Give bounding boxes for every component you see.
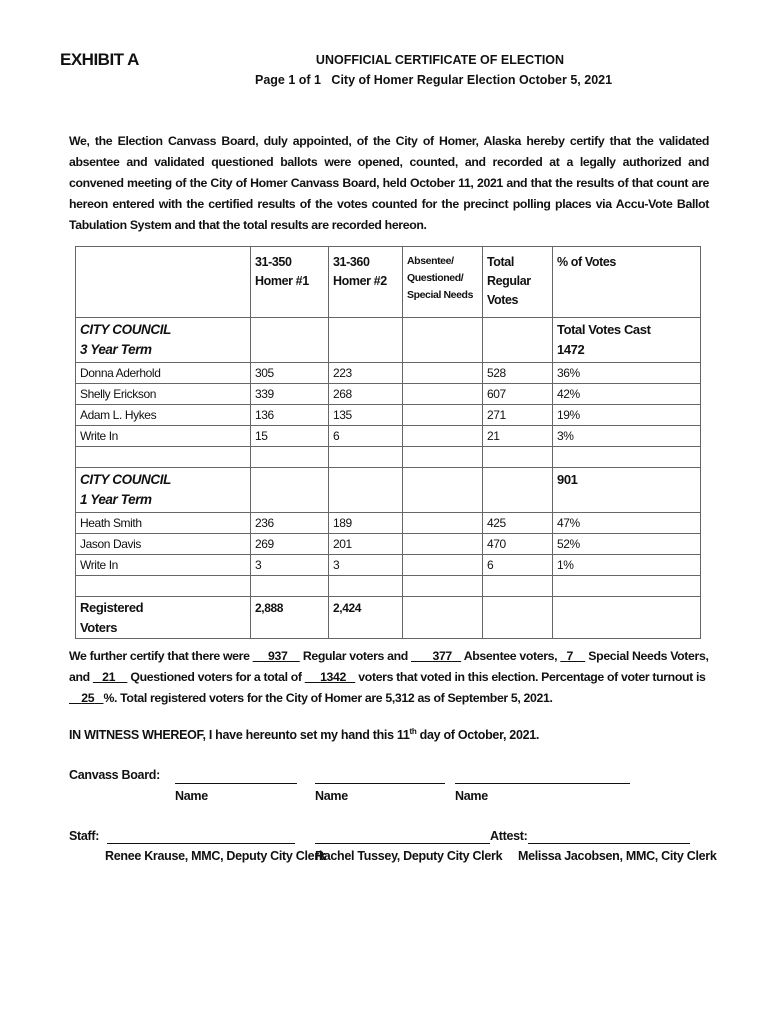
cell-name: Shelly Erickson [76,384,251,405]
cell-total: 470 [483,534,553,555]
cell-pct: 42% [553,384,701,405]
precinct1-header: 31-350 Homer #1 [251,247,329,318]
race1-term: 3 Year Term [80,342,152,357]
cell-p1: 236 [251,513,329,534]
cell-p1: 3 [251,555,329,576]
cell-total: 21 [483,426,553,447]
cell-pct: 36% [553,363,701,384]
witness-statement: IN WITNESS WHEREOF, I have hereunto set my hand this 11th day of October, 2021. [69,727,540,743]
table-header-row [76,247,701,318]
cell-name: Jason Davis [76,534,251,555]
canvass-board-label: Canvass Board: [69,768,160,782]
staff-name-3: Melissa Jacobsen, MMC, City Clerk [518,849,717,863]
race1-title-row [76,318,701,363]
cell-p1: 269 [251,534,329,555]
cell-p1: 136 [251,405,329,426]
cell-pct: 47% [553,513,701,534]
staff-label: Staff: [69,829,100,843]
absentee-header: Absentee/ Questioned/ Special Needs [403,247,483,318]
cell-total: 607 [483,384,553,405]
certification-paragraph: We further certify that there were 937 Regular voters and 377 Absentee voters, 7 Special Needs Voters, and 21 Questioned voters for a total of 1342 voters that voted in this election. Percentage of voter turnout is 25 %. Total registered voters for the City of Homer are 5,312 as of September 5, 2021. [69,649,709,705]
results-table [75,246,701,639]
cell-p2: 6 [329,426,403,447]
cell-p2: 201 [329,534,403,555]
cell-p1: 339 [251,384,329,405]
cell-abs [403,363,483,384]
cell-total: 6 [483,555,553,576]
cell-total: 425 [483,513,553,534]
table-row [76,384,701,405]
cell-abs [403,513,483,534]
cell-name: Write In [76,426,251,447]
registered-p1: 2,888 [251,597,329,639]
registered-p2: 2,424 [329,597,403,639]
turnout-value: 25 [81,691,95,705]
registered-voters-row [76,597,701,639]
name-label-3: Name [455,789,488,803]
cell-p1: 305 [251,363,329,384]
table-row [76,534,701,555]
cell-total: 528 [483,363,553,384]
cell-abs [403,426,483,447]
absentee-voters-value: 377 [432,649,452,663]
staff-name-2: Rachel Tussey, Deputy City Clerk [315,849,503,863]
table-row [76,405,701,426]
spacer-row [76,576,701,597]
race2-total-value: 901 [557,472,578,487]
signature-line-1 [175,783,297,784]
race2-title-row [76,468,701,513]
cell-name: Donna Aderhold [76,363,251,384]
cell-name: Adam L. Hykes [76,405,251,426]
cell-total: 271 [483,405,553,426]
cell-pct: 1% [553,555,701,576]
staff-name-1: Renee Krause, MMC, Deputy City Clerk [105,849,326,863]
cell-p2: 268 [329,384,403,405]
name-label-2: Name [315,789,348,803]
intro-paragraph: We, the Election Canvass Board, duly appointed, of the City of Homer, Alaska hereby certify that the validated absentee and validated questioned ballots were opened, counted, and recorded at a legally authorized and convened meeting of the City of Homer Canvass Board, held October 11, 2021 and that the results of that count are hereon entered with the certified results of the votes counted for the precinct polling places via Accu-Vote Ballot Tabulation System and that the total results are recorded hereon. [69,134,709,232]
name-label-1: Name [175,789,208,803]
spacer-row [76,447,701,468]
certificate-title: UNOFFICIAL CERTIFICATE OF ELECTION [315,53,565,67]
attest-label: Attest: [490,829,528,843]
total-voted-value: 1342 [320,670,347,684]
registered-label-2: Voters [80,620,118,635]
cell-p2: 3 [329,555,403,576]
cell-abs [403,534,483,555]
percent-header: % of Votes [553,247,701,318]
cell-p2: 135 [329,405,403,426]
precinct2-header: 31-360 Homer #2 [329,247,403,318]
cell-name: Heath Smith [76,513,251,534]
table-row [76,513,701,534]
race1-title: CITY COUNCIL [80,322,171,337]
race1-total-label: Total Votes Cast [557,322,651,337]
cell-pct: 19% [553,405,701,426]
cell-pct: 3% [553,426,701,447]
table-row [76,426,701,447]
staff-signature-line-2 [315,843,490,844]
regular-voters-value: 937 [268,649,288,663]
cell-abs [403,384,483,405]
staff-signature-line-1 [107,843,295,844]
total-header: Total Regular Votes [483,247,553,318]
cell-p1: 15 [251,426,329,447]
registered-label-1: Registered [80,600,144,615]
table-row [76,555,701,576]
certificate-subtitle: Page 1 of 1 City of Homer Regular Election October 5, 2021 [255,73,613,87]
signature-line-2 [315,783,445,784]
cell-pct: 52% [553,534,701,555]
race1-total-value: 1472 [557,342,585,357]
cell-p2: 189 [329,513,403,534]
cell-abs [403,405,483,426]
table-row [76,363,701,384]
cell-abs [403,555,483,576]
exhibit-label: EXHIBIT A [60,50,139,69]
special-needs-value: 7 [566,649,573,663]
signature-line-3 [455,783,630,784]
attest-signature-line [528,843,690,844]
cell-name: Write In [76,555,251,576]
cell-p2: 223 [329,363,403,384]
questioned-value: 21 [102,670,116,684]
race2-term: 1 Year Term [80,492,152,507]
race2-title: CITY COUNCIL [80,472,171,487]
